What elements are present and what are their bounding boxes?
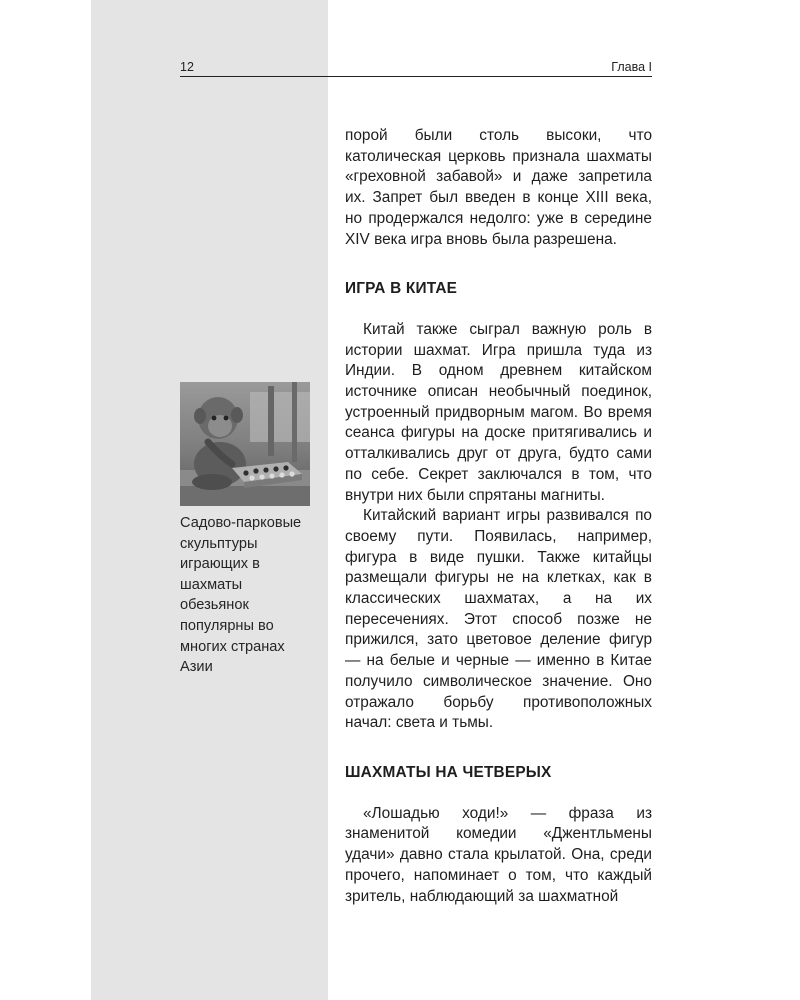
photo-caption bbox=[180, 513, 312, 678]
monkey-chess-sculpture-photo bbox=[180, 382, 310, 506]
paragraph-china-intro: Китай также сыграл важную роль в истории шахмат. Игра пришла туда из Индии. В одном древнем китайском источнике описан необычный поединок, устроенный придворным магом. Во время сеанса фигуры на доске притягивались и отталкивались друг от друга, будто сами по себе. Секрет заключался в том, что внутри них были спрятаны магниты. bbox=[345, 320, 652, 504]
paragraph-china-variant: Китайский вариант игры развивался по своему пути. Появилась, например, фигура в виде пушки. Также китайцы размещали фигуры не на клетках, как в классических шахматах, а на их пересечениях. Этот способ позже не прижился, зато цветовое деление фигур — на белые и черные — именно в Китае получило символическое значение. Оно отражало борьбу противоположных начал: света и тьмы. bbox=[345, 507, 652, 732]
caption-text: Садово-парковые скульптуры играющих в шахматы обезьянок популярны во многих странах Азии bbox=[180, 515, 302, 676]
page-number: 12 bbox=[180, 60, 194, 74]
chapter-label: Глава I bbox=[611, 60, 652, 74]
section-heading-four-players: ШАХМАТЫ НА ЧЕТВЕРЫХ bbox=[345, 763, 552, 781]
section-heading-china: ИГРА В КИТАЕ bbox=[345, 280, 458, 298]
paragraph-continuation: порой были столь высоки, что католическая церковь признала шахматы «греховной забавой» и даже запретила их. Запрет был введен в конце XIII века, но продержался недолго: уже в середине XIV века игра вновь была разрешена. bbox=[345, 127, 652, 248]
running-head bbox=[180, 60, 652, 77]
paragraph-four-players: «Лошадью ходи!» — фраза из знаменитой комедии «Джентльмены удачи» давно стала крылатой. Она, среди прочего, напоминает о том, что каждый зритель, наблюдающий за шахматной bbox=[345, 804, 652, 905]
main-text bbox=[345, 126, 652, 907]
